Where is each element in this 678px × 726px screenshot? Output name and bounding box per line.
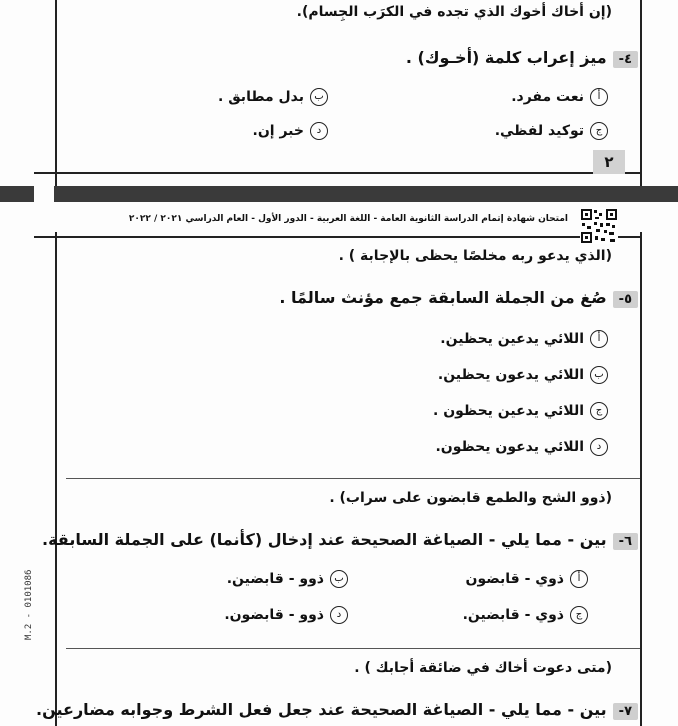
exam-page-2: [0, 202, 678, 726]
section-divider: [66, 478, 640, 479]
question-number: ٥-: [613, 291, 638, 308]
option-letter: د: [310, 122, 328, 140]
question-text: بين - مما يلي - الصياغة الصحيحة عند إدخال (كأنما) على الجملة السابقة.: [42, 530, 607, 549]
page-separator: [0, 186, 678, 202]
question-text: بين - مما يلي - الصياغة الصحيحة عند جعل فعل الشرط وجوابه مضارعين.: [36, 700, 607, 719]
q5-option-d[interactable]: [435, 438, 608, 456]
side-code: M.2 - 0101086: [24, 569, 34, 640]
option-text: بدل مطابق .: [218, 89, 304, 105]
section-divider: [66, 648, 640, 649]
option-c[interactable]: [495, 122, 608, 140]
option-text: توكيد لفظي.: [494, 123, 584, 139]
option-letter: ج: [590, 122, 608, 140]
right-border: [640, 232, 642, 726]
option-letter: ج: [590, 402, 608, 420]
option-text: اللائي يدعون يحظون.: [435, 439, 584, 455]
question-number: ٤-: [613, 51, 638, 68]
option-letter: ب: [310, 88, 328, 106]
option-letter: ج: [570, 606, 588, 624]
option-text: خبر إن.: [252, 123, 304, 139]
option-text: نعت مفرد.: [511, 89, 584, 105]
option-d[interactable]: [253, 122, 328, 140]
left-border: [55, 232, 57, 726]
question-text: ميز إعراب كلمة (أخـوك) .: [405, 48, 607, 67]
context-sentence-2: (ذوو الشح والطمع قابضون على سراب) .: [329, 490, 612, 506]
option-text: اللائي يدعون يحظين.: [437, 367, 584, 383]
q6-option-a[interactable]: [466, 570, 588, 588]
question-7: [36, 700, 638, 720]
question-4: [406, 48, 638, 68]
exam-page-1: [0, 0, 678, 186]
page-number: ٢: [593, 150, 625, 174]
left-border: [55, 0, 57, 186]
bottom-border: [34, 172, 642, 174]
option-text: ذوو - قابضون.: [224, 607, 324, 623]
option-letter: ب: [330, 570, 348, 588]
option-text: ذوي - قابضون: [465, 571, 564, 587]
context-sentence-1: (الذي يدعو ربه مخلصًا يحظى بالإجابة ) .: [338, 248, 612, 264]
q6-option-b[interactable]: [227, 570, 348, 588]
question-text: صُغ من الجملة السابقة جمع مؤنث سالمًا .: [279, 288, 607, 307]
option-letter: أ: [590, 330, 608, 348]
option-letter: ب: [590, 366, 608, 384]
header-rule: [34, 236, 642, 238]
right-border: [640, 0, 642, 186]
q5-option-b[interactable]: [438, 366, 608, 384]
context-sentence: (إن أخاك أخوك الذي تجده في الكرَب الجِسام).: [296, 4, 612, 20]
q6-option-c[interactable]: [463, 606, 588, 624]
exam-header: امتحان شهادة إتمام الدراسة الثانوية العامة - اللغة العربية - الدور الأول - العام الدراسي ٢٠٢١ / ٢٠٢٢: [128, 214, 568, 224]
question-number: ٦-: [613, 533, 638, 550]
qr-code-icon: [580, 208, 618, 244]
option-text: اللائي يدعين يحظين.: [440, 331, 584, 347]
option-letter: د: [330, 606, 348, 624]
question-5: [279, 288, 638, 308]
option-text: اللائي يدعين يحظون .: [433, 403, 584, 419]
option-text: ذوي - قابضين.: [462, 607, 564, 623]
q5-option-a[interactable]: [440, 330, 608, 348]
option-letter: د: [590, 438, 608, 456]
option-text: ذوو - قابضين.: [226, 571, 324, 587]
q6-option-d[interactable]: [224, 606, 348, 624]
option-letter: أ: [590, 88, 608, 106]
option-b[interactable]: [218, 88, 328, 106]
question-number: ٧-: [613, 703, 638, 720]
question-6: [42, 530, 638, 550]
q5-option-c[interactable]: [433, 402, 608, 420]
option-letter: أ: [570, 570, 588, 588]
option-a[interactable]: [511, 88, 608, 106]
context-sentence-3: (متى دعوت أخاك في ضائقة أجابك ) .: [354, 660, 612, 676]
